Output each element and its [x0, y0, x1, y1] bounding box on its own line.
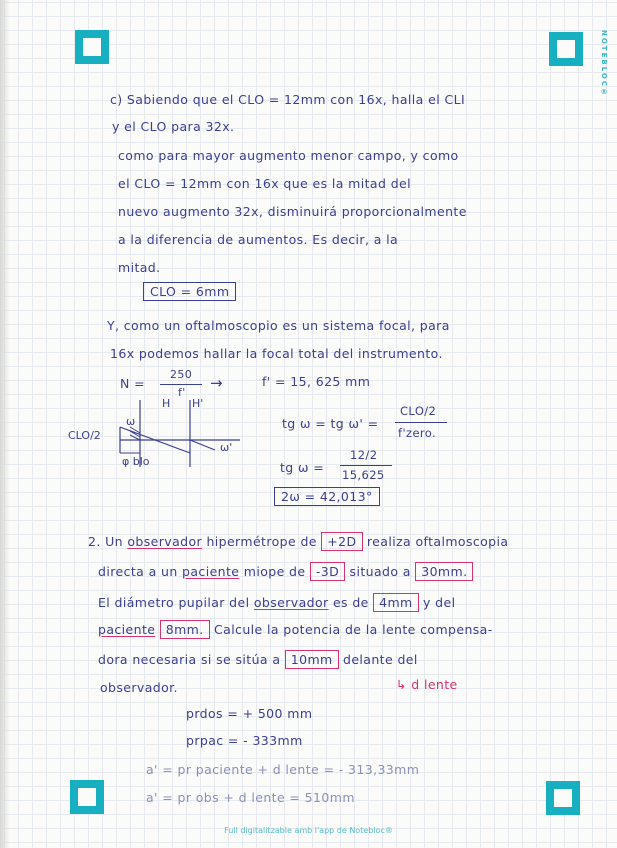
- text-line: Y, como un oftalmoscopio es un sistema focal, para: [107, 318, 450, 333]
- fraction-bar: [395, 422, 447, 423]
- corner-marker-top-right: [549, 32, 583, 66]
- boxed-value: -3D: [310, 562, 345, 581]
- text-fragment: delante del: [343, 652, 418, 667]
- brand-footer: Full digitalitzable amb l'app de Notebloc®: [224, 826, 393, 835]
- text-fragment: y del: [423, 595, 456, 610]
- keyword-paciente: paciente: [182, 564, 240, 579]
- equation-line: a' = pr paciente + d lente = - 313,33mm: [146, 762, 420, 777]
- equation-line: a' = pr obs + d lente = 510mm: [146, 790, 355, 805]
- boxed-value: 8mm.: [160, 620, 210, 639]
- fraction-bar: [160, 384, 202, 385]
- equation-tg1-numerator: CLO/2: [400, 404, 437, 418]
- text-fragment: dora necesaria si se sitúa a: [98, 652, 281, 667]
- boxed-result: CLO = 6mm: [143, 282, 236, 301]
- keyword-observador: observador: [127, 534, 203, 549]
- equation-tg1-left: tg ω = tg ω' =: [282, 416, 379, 431]
- text-fragment: directa a un: [98, 564, 178, 579]
- text-fragment: El diámetro pupilar del: [98, 595, 250, 610]
- equation-focal: f' = 15, 625 mm: [262, 374, 371, 389]
- boxed-value: 4mm: [373, 593, 419, 612]
- equation-n-numerator: 250: [170, 368, 193, 381]
- text-fragment: realiza oftalmoscopia: [366, 534, 509, 549]
- text-line: y el CLO para 32x.: [112, 119, 235, 134]
- equation-n-denominator: f': [178, 386, 186, 399]
- annotation-d-lente: ↳ d lente: [396, 677, 458, 692]
- diagram-label-h1: H': [192, 397, 204, 410]
- fraction-bar: [340, 465, 392, 466]
- corner-marker-bottom-left: [70, 780, 104, 814]
- equation-line: prpac = - 333mm: [186, 733, 303, 748]
- corner-marker-bottom-right: [546, 781, 580, 815]
- diagram-label-phi: φ blo: [122, 455, 150, 468]
- diagram-label-h: H: [162, 397, 171, 410]
- text-line: nuevo augmento 32x, disminuirá proporcionalmente: [118, 204, 467, 219]
- arrow-icon: →: [210, 374, 223, 392]
- text-line: c) Sabiendo que el CLO = 12mm con 16x, halla el CLI: [110, 92, 466, 107]
- text-fragment: hipermétrope de: [206, 534, 317, 549]
- text-fragment: situado a: [349, 564, 411, 579]
- diagram-label-clo2: CLO/2: [68, 429, 101, 442]
- equation-tg1-denominator: f'zero.: [398, 426, 437, 440]
- text-line: como para mayor augmento menor campo, y como: [118, 148, 459, 163]
- boxed-value: +2D: [321, 532, 362, 551]
- text-line: mitad.: [118, 260, 161, 275]
- equation-tg2-denominator: 15,625: [342, 468, 385, 482]
- equation-tg2-numerator: 12/2: [350, 448, 378, 462]
- diagram-label-w: ω: [126, 415, 136, 428]
- text-fragment: Calcule la potencia de la lente compensa-: [214, 622, 493, 637]
- page-edge-shadow: [0, 0, 10, 848]
- equation-line: prdos = + 500 mm: [186, 706, 313, 721]
- corner-marker-top-left: [75, 30, 109, 64]
- boxed-result: 2ω = 42,013°: [274, 487, 380, 506]
- equation-tg2-left: tg ω =: [280, 460, 325, 475]
- boxed-value: 10mm: [285, 650, 339, 669]
- diagram-label-w1: ω': [220, 441, 233, 454]
- text-fragment: es de: [332, 595, 369, 610]
- keyword-paciente: paciente: [98, 622, 156, 637]
- equation-n-label: N =: [120, 376, 145, 391]
- text-line: 16x podemos hallar la focal total del instrumento.: [110, 346, 443, 361]
- brand-side-label: NOTEBLOC®: [600, 30, 608, 98]
- text-line: observador.: [100, 680, 178, 695]
- text-line: a la diferencia de aumentos. Es decir, a la: [118, 232, 399, 247]
- text-line: el CLO = 12mm con 16x que es la mitad del: [118, 176, 411, 191]
- ray-diagram: [68, 395, 250, 475]
- keyword-observador: observador: [253, 595, 329, 610]
- text-fragment: miope de: [243, 564, 306, 579]
- text-fragment: 2. Un: [88, 534, 123, 549]
- boxed-value: 30mm.: [415, 562, 473, 581]
